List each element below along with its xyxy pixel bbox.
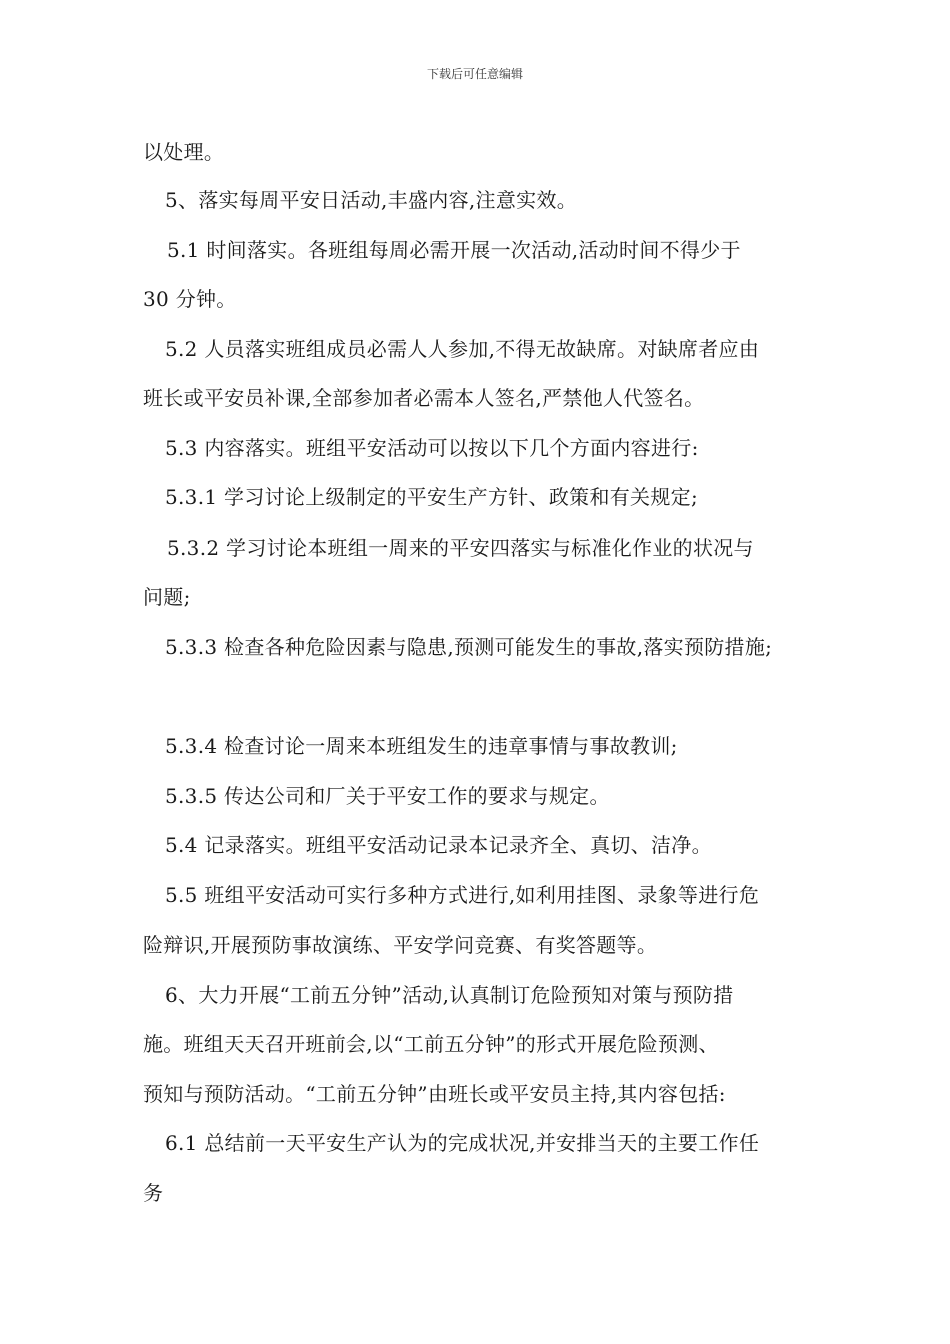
text-line: 5.3.5 传达公司和厂关于平安工作的要求与规定。 — [165, 784, 610, 808]
text-line: 6、大力开展“工前五分钟”活动,认真制订危险预知对策与预防措 — [165, 983, 734, 1007]
text-line: 6.1 总结前一天平安生产认为的完成状况,并安排当天的主要工作任 — [165, 1131, 760, 1155]
text-line: 险辩识,开展预防事故演练、平安学问竞赛、有奖答题等。 — [143, 933, 658, 957]
text-line: 施。班组天天召开班前会,以“工前五分钟”的形式开展危险预测、 — [143, 1032, 719, 1056]
text-line: 5.3.4 检查讨论一周来本班组发生的违章事情与事故教训; — [165, 734, 678, 758]
text-line: 5.3.1 学习讨论上级制定的平安生产方针、政策和有关规定; — [165, 485, 698, 509]
text-line: 班长或平安员补课,全部参加者必需本人签名,严禁他人代签名。 — [143, 386, 705, 410]
text-line: 5.2 人员落实班组成员必需人人参加,不得无故缺席。对缺席者应由 — [165, 337, 760, 361]
text-line: 务 — [143, 1181, 164, 1205]
text-line: 5、落实每周平安日活动,丰盛内容,注意实效。 — [165, 188, 578, 212]
text-line: 5.3.2 学习讨论本班组一周来的平安四落实与标准化作业的状况与 — [167, 536, 754, 560]
text-line: 5.5 班组平安活动可实行多种方式进行,如利用挂图、录象等进行危 — [165, 883, 760, 907]
text-line: 以处理。 — [143, 140, 225, 164]
text-line: 问题; — [143, 585, 191, 609]
text-line: 5.4 记录落实。班组平安活动记录本记录齐全、真切、洁净。 — [165, 833, 712, 857]
text-line: 5.1 时间落实。各班组每周必需开展一次活动,活动时间不得少于 — [167, 238, 741, 262]
text-line: 30 分钟。 — [143, 287, 237, 311]
text-line: 5.3 内容落实。班组平安活动可以按以下几个方面内容进行: — [165, 436, 699, 460]
page-header-note: 下载后可任意编辑 — [426, 67, 523, 81]
text-line: 预知与预防活动。“工前五分钟”由班长或平安员主持,其内容包括: — [143, 1082, 726, 1106]
text-line: 5.3.3 检查各种危险因素与隐患,预测可能发生的事故,落实预防措施; — [165, 635, 773, 659]
